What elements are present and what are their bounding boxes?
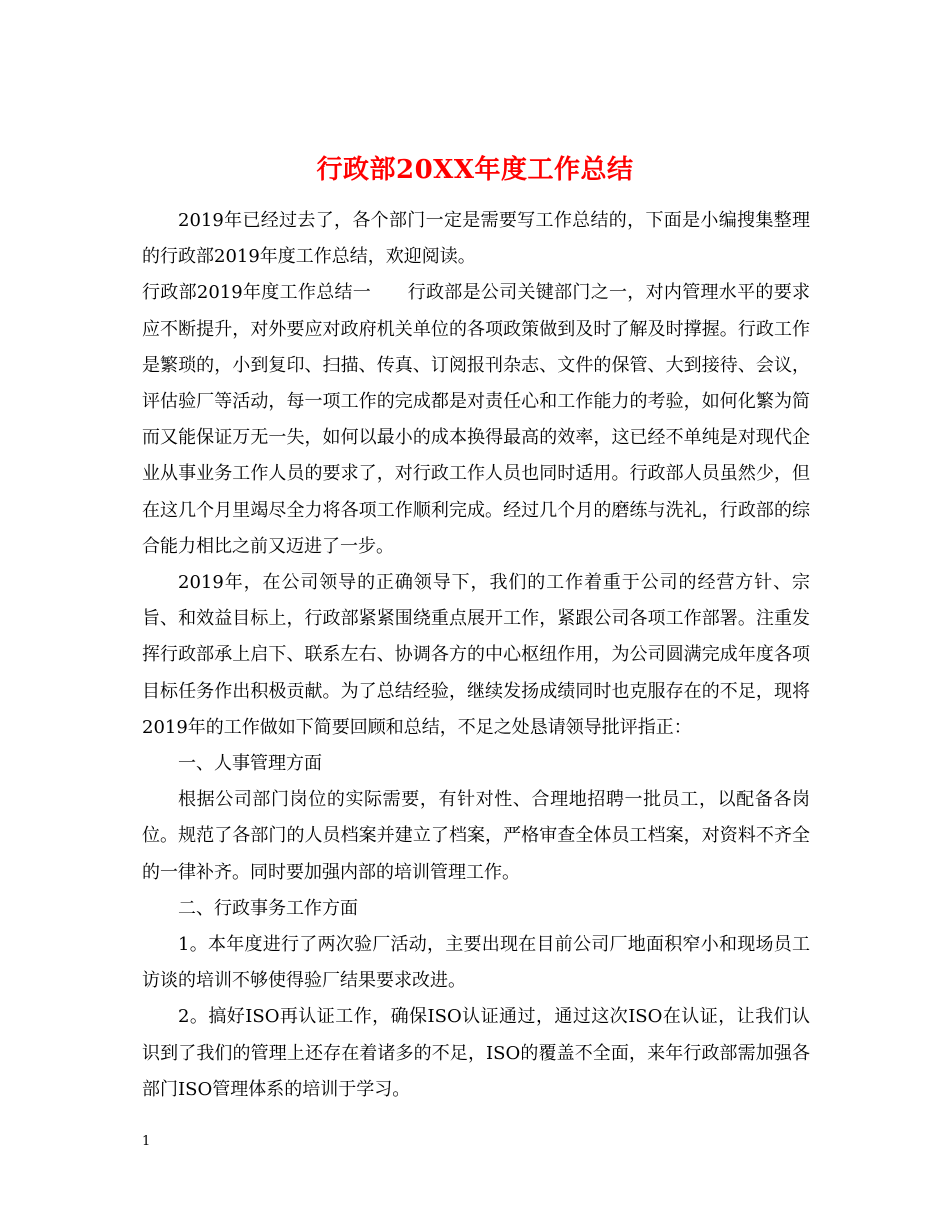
intro-paragraph: 2019年已经过去了，各个部门一定是需要写工作总结的，下面是小编搜集整理的行政部2019年度工作总结，欢迎阅读。 (142, 210, 810, 268)
document-body (142, 203, 810, 1108)
document-title: 行政部20XX年度工作总结 (316, 155, 634, 186)
summary-one-paragraph: 行政部2019年度工作总结一 行政部是公司关键部门之一，对内管理水平的要求应不断提升，对外要应对政府机关单位的各项政策做到及时了解及时撑握。行政工作是繁琐的，小到复印、扫描、传真、订阅报刊杂志、文件的保管、大到接待、会议，评估验厂等活动，每一项工作的完成都是对责任心和工作能力的考验，如何化繁为简而又能保证万无一失，如何以最小的成本换得最高的效率，这已经不单纯是对现代企业从事业务工作人员的要求了，对行政工作人员也同时适用。行政部人员虽然少，但在这几个月里竭尽全力将各项工作顺利完成。经过几个月的磨练与洗礼，行政部的综合能力相比之前又迈进了一步。 (142, 282, 810, 557)
admin-item-1-paragraph: 1。本年度进行了两次验厂活动，主要出现在目前公司厂地面积窄小和现场员工访谈的培训不够使得验厂结果要求改进。 (142, 934, 810, 992)
section-heading-personnel: 一、人事管理方面 (178, 753, 322, 775)
section-heading-admin-affairs: 二、行政事务工作方面 (178, 897, 358, 919)
annual-review-paragraph: 2019年，在公司领导的正确领导下，我们的工作着重于公司的经营方针、宗旨、和效益目标上，行政部紧紧围绕重点展开工作，紧跟公司各项工作部署。注重发挥行政部承上启下、联系左右、协调各方的中心枢纽作用，为公司圆满完成年度各项目标任务作出积极贡献。为了总结经验，继续发扬成绩同时也克服存在的不足，现将2019年的工作做如下简要回顾和总结，不足之处恳请领导批评指正： (142, 572, 810, 738)
personnel-paragraph: 根据公司部门岗位的实际需要，有针对性、合理地招聘一批员工，以配备各岗位。规范了各部门的人员档案并建立了档案，严格审查全体员工档案，对资料不齐全的一律补齐。同时要加强内部的培训管理工作。 (142, 789, 810, 883)
admin-item-2-paragraph: 2。搞好ISO再认证工作，确保ISO认证通过，通过这次ISO在认证，让我们认识到了我们的管理上还存在着诸多的不足，ISO的覆盖不全面，来年行政部需加强各部门ISO管理体系的培训于学习。 (142, 1006, 810, 1100)
page-number: 1 (142, 1134, 151, 1149)
